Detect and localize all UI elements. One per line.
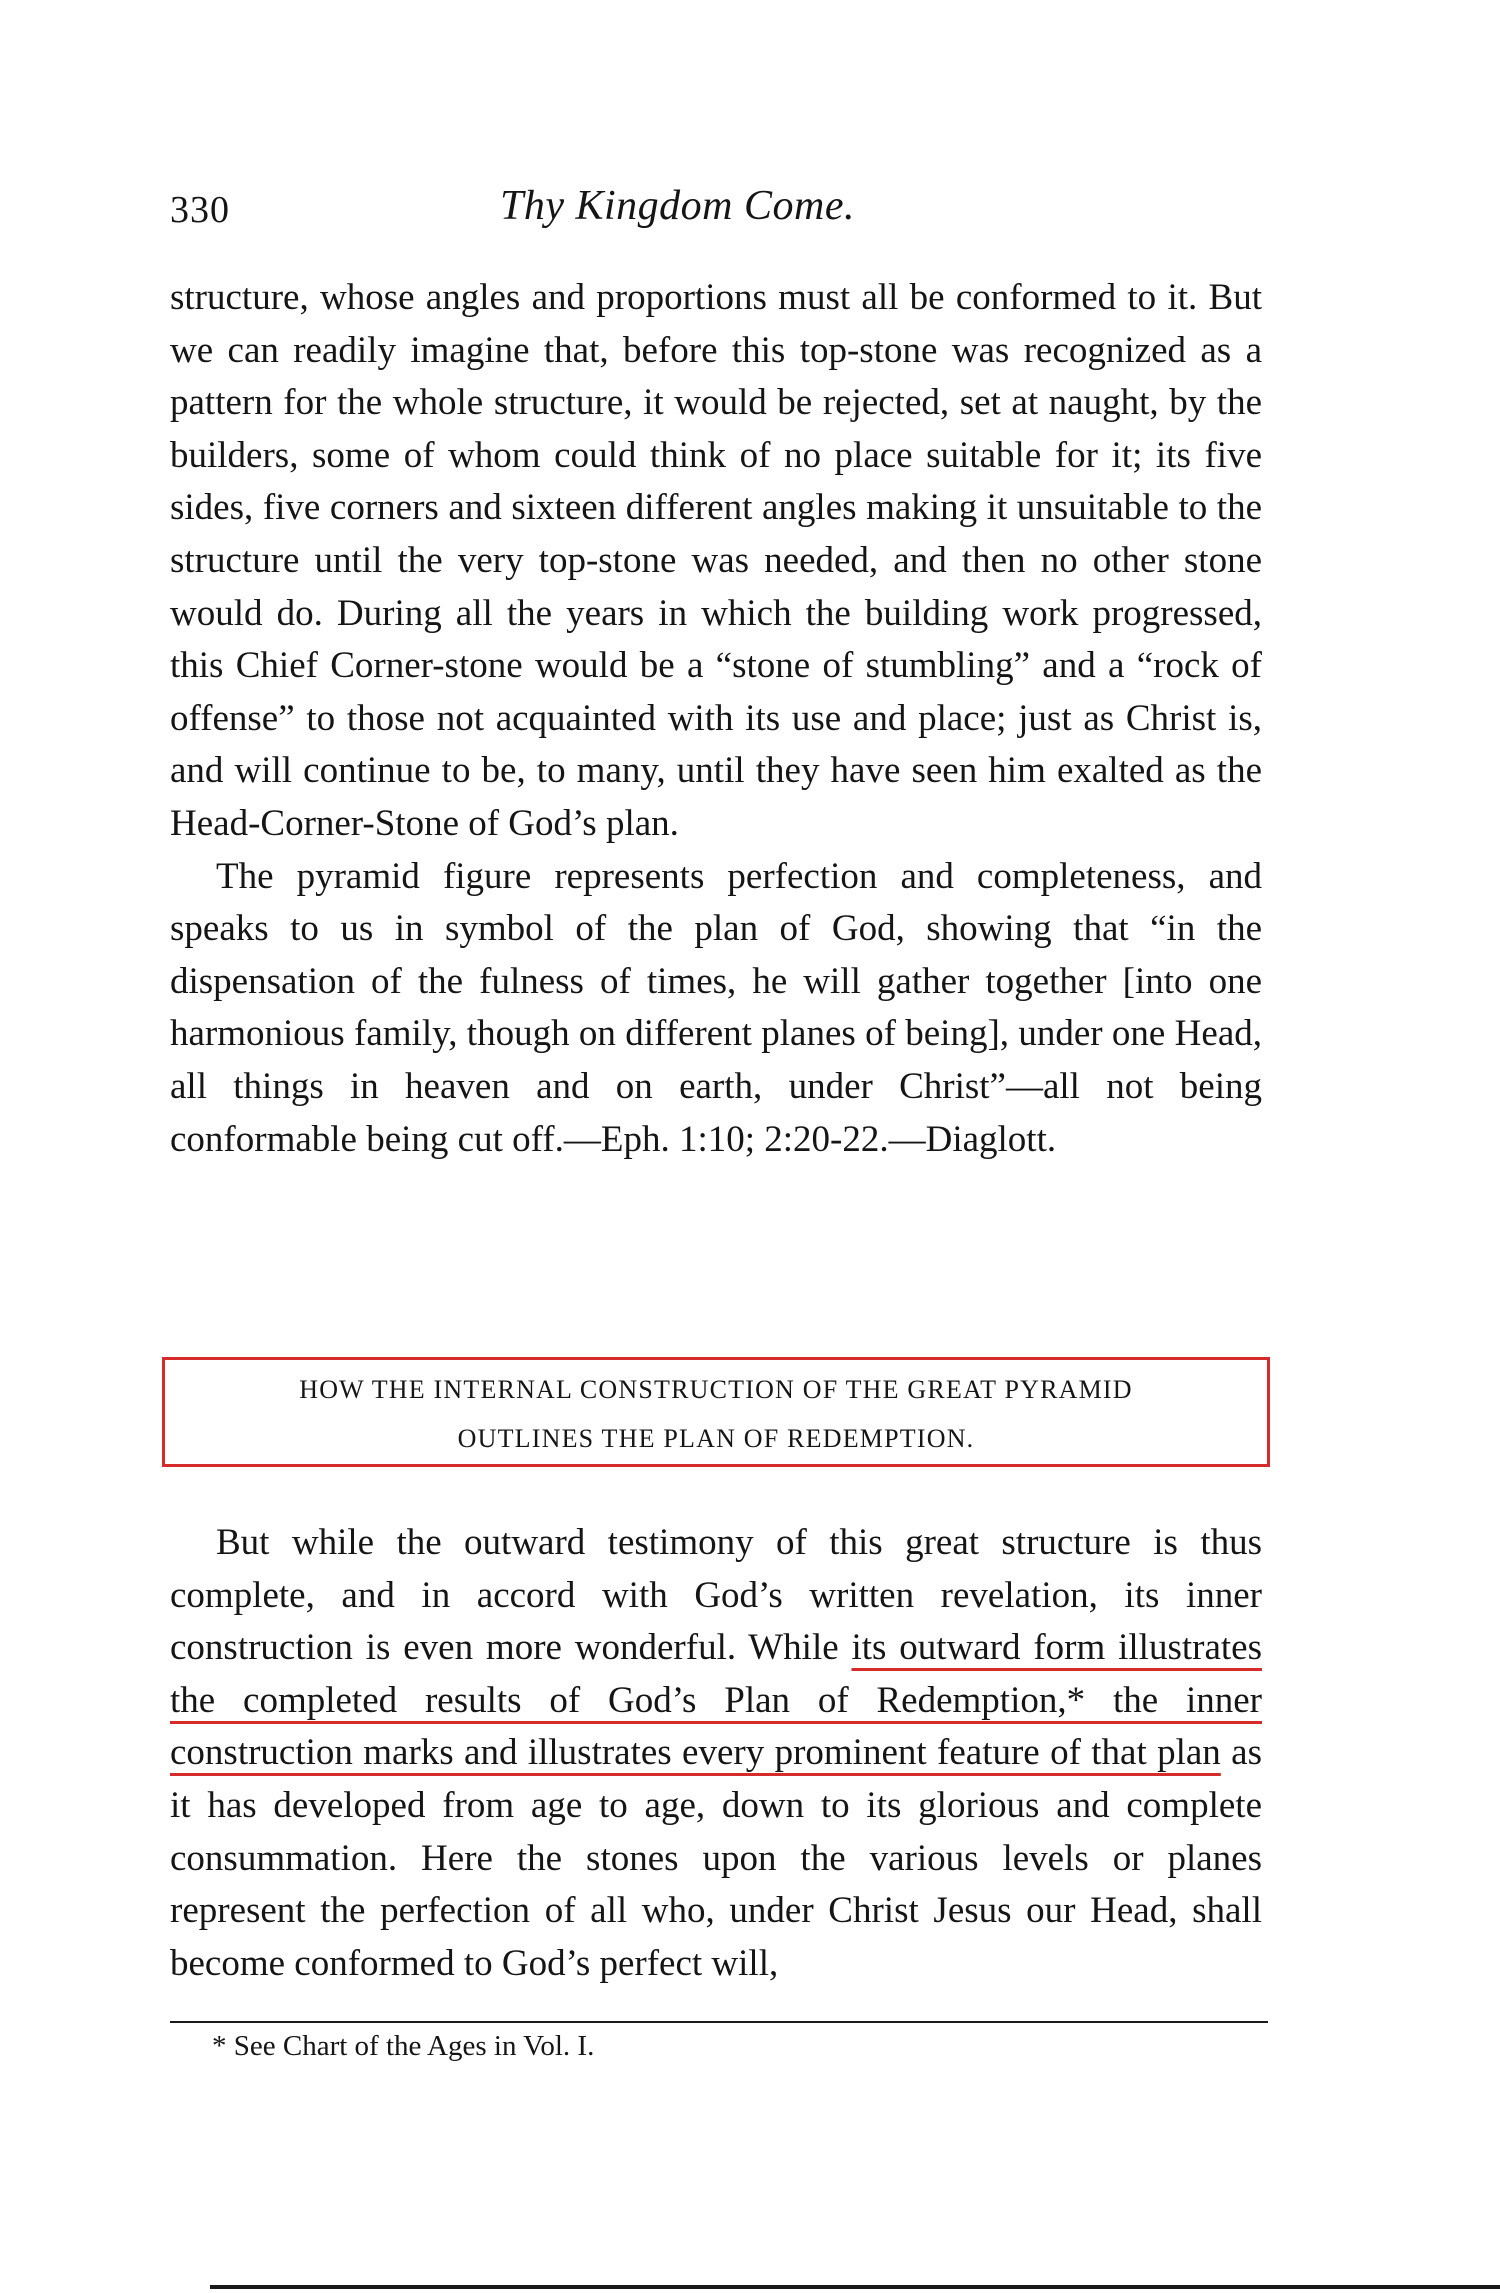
section-text <box>170 1480 1262 2027</box>
running-title: Thy Kingdom Come. <box>500 183 855 229</box>
footnote: * See Chart of the Ages in Vol. I. <box>212 2030 595 2062</box>
section-heading-line-2: OUTLINES THE PLAN OF REDEMPTION. <box>457 1424 975 1453</box>
footnote-divider <box>170 2021 1268 2023</box>
bottom-edge-rule <box>210 2285 1500 2289</box>
paragraph-pyramid-figure: The pyramid figure represents perfection and completeness, and speaks to us in symbol of the plan of God, showing that “in the dispensation of the fulness of times, he will gather together [into one harmonious family, though on different planes of being], under one Head, all things in heaven and on earth, under Christ”—all not being conformable being cut off.—Eph. 1:10; 2:20-22.—Diaglott. <box>170 855 1262 1160</box>
underlined-passage: its outward form illustrates the completed results of God’s Plan of Redemption,* the inner construction marks and illustrates every prominent feature of that plan <box>170 1627 1262 1774</box>
paragraph-3-after: as it has developed from age to age, down to its glorious and complete consummation. Here the stones upon the various levels or planes represent the perfection of all who, under Christ Jesus our Head, shall become conformed to God’s perfect will, <box>170 1732 1262 1984</box>
page-number: 330 <box>170 189 230 231</box>
section-heading-line-1: HOW THE INTERNAL CONSTRUCTION OF THE GREAT PYRAMID <box>299 1375 1133 1404</box>
paragraph-3-before: But while the outward testimony of this great structure is thus complete, and in accord with God’s written revelation, its inner construction is even more wonderful. While <box>170 1522 1262 1669</box>
section-heading <box>170 1365 1262 1463</box>
page-header <box>170 180 1262 250</box>
paragraph-inner-construction <box>170 1517 1262 1990</box>
main-text <box>170 272 1262 1166</box>
paragraph-continuation: structure, whose angles and proportions must all be conformed to it. But we can readily imagine that, before this top-stone was recognized as a pattern for the whole structure, it would be rejected, set at naught, by the builders, some of whom could think of no place suitable for it; its five sides, five corners and sixteen different angles making it unsuitable to the structure until the very top-stone was needed, and then no other stone would do. During all the years in which the building work progressed, this Chief Corner-stone would be a “stone of stumbling” and a “rock of offense” to those not acquainted with its use and place; just as Christ is, and will continue to be, to many, until they have seen him exalted as the Head-Corner-Stone of God’s plan. <box>170 277 1262 844</box>
